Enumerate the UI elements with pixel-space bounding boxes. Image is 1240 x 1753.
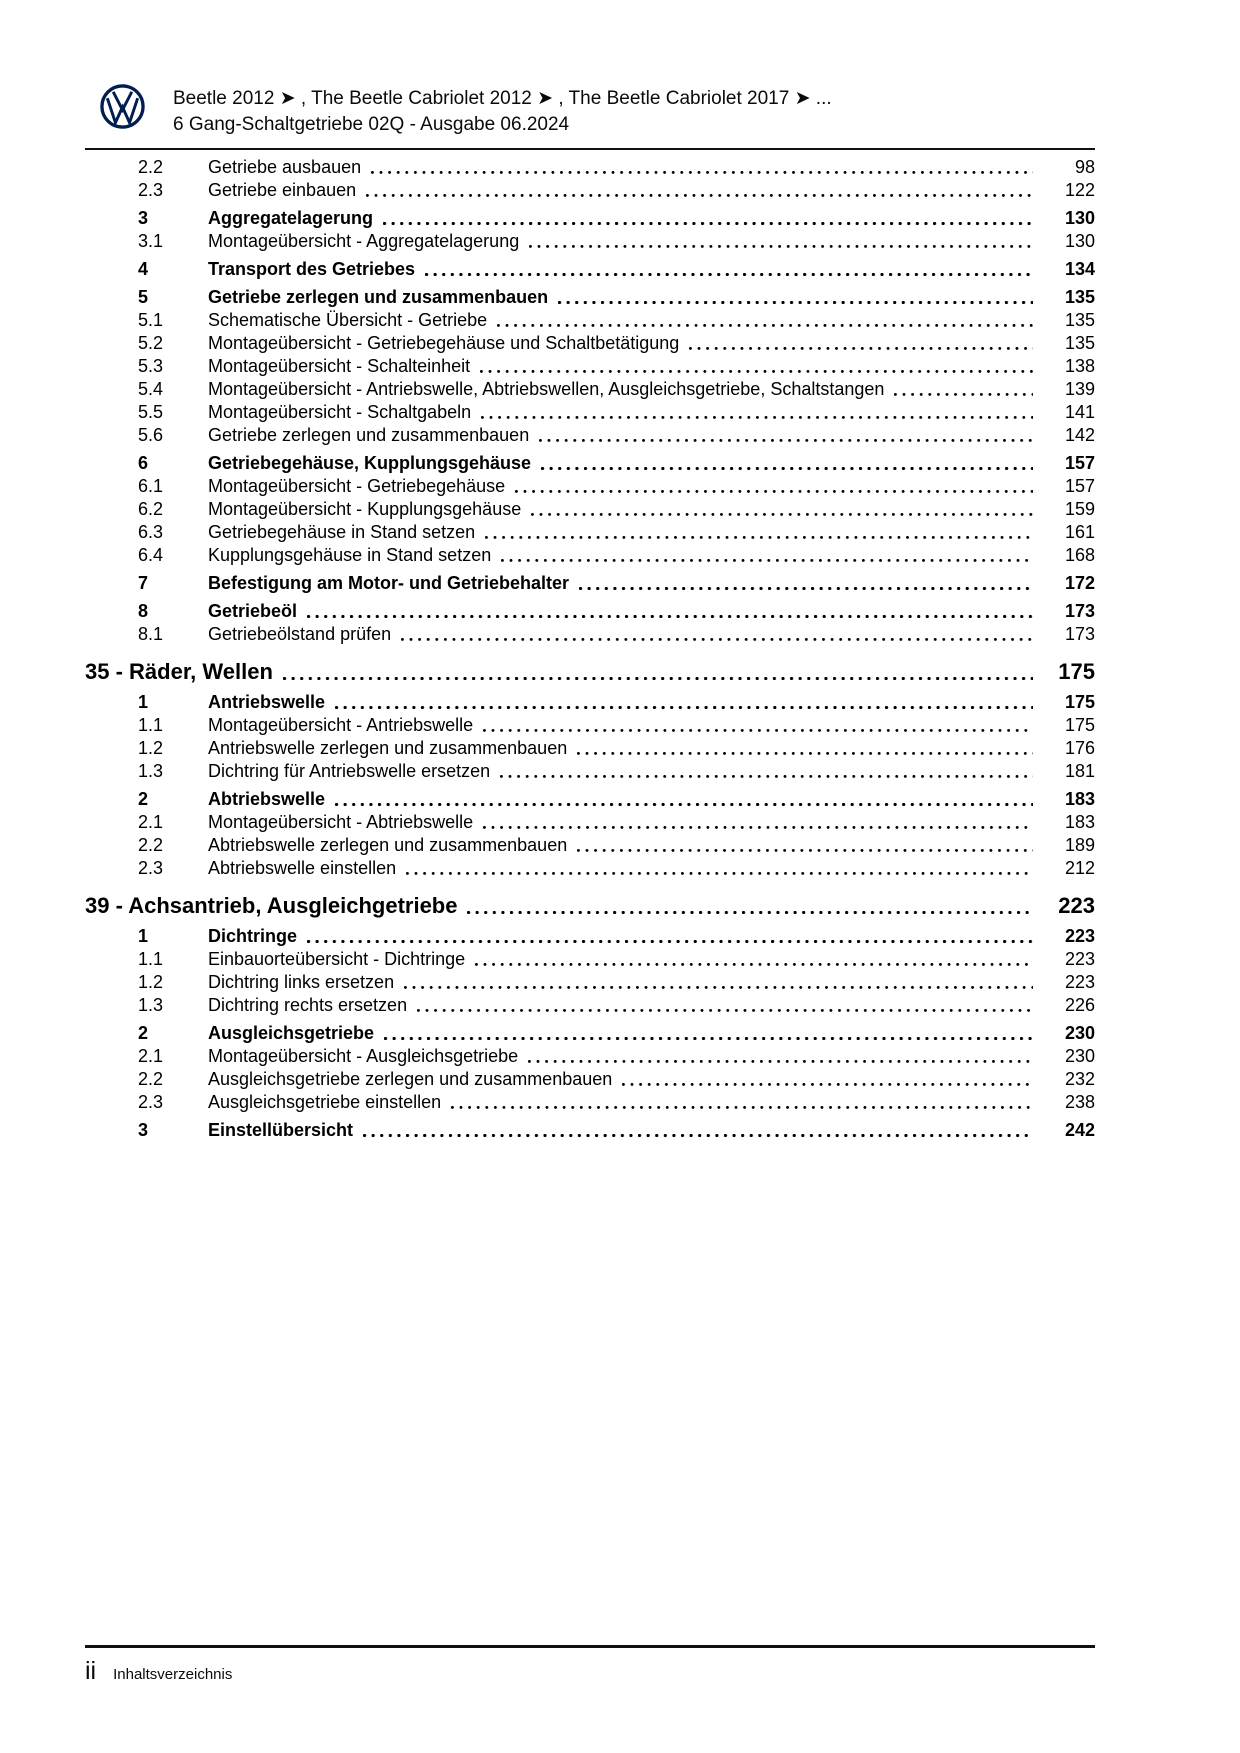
- dot-leader: [541, 467, 1033, 470]
- toc-entry-title: Montageübersicht - Getriebegehäuse und Schaltbetätigung: [208, 333, 680, 353]
- dot-leader: [401, 638, 1033, 641]
- toc-entry-number: 1.1: [138, 949, 164, 969]
- toc-entry-title: Montageübersicht - Antriebswelle, Abtriebswellen, Ausgleichsgetriebe, Schaltstangen: [208, 379, 885, 399]
- page-header: [173, 86, 832, 138]
- dot-leader: [335, 706, 1033, 709]
- toc-row[interactable]: [85, 1022, 1095, 1045]
- dot-leader: [283, 677, 1033, 680]
- toc-entry-number: 6: [138, 453, 149, 473]
- toc-entry-page: 232: [1064, 1069, 1095, 1089]
- footer-page-number: ii: [85, 1657, 97, 1685]
- toc-entry-title: Montageübersicht - Schaltgabeln: [208, 402, 472, 422]
- toc-row[interactable]: [85, 1119, 1095, 1142]
- dot-leader: [406, 872, 1033, 875]
- toc-row[interactable]: [85, 475, 1095, 498]
- toc-entry-number: 3.1: [138, 231, 164, 251]
- toc-entry-number: 7: [138, 573, 149, 593]
- dot-leader: [371, 171, 1033, 174]
- toc-row[interactable]: [85, 207, 1095, 230]
- toc-row[interactable]: [85, 760, 1095, 783]
- toc-entry-page: 135: [1064, 310, 1095, 330]
- toc-entry-number: 6.2: [138, 499, 164, 519]
- toc-entry-number: 5.1: [138, 310, 164, 330]
- toc-entry-page: 139: [1064, 379, 1095, 399]
- dot-leader: [515, 490, 1033, 493]
- toc-entry-page: 189: [1064, 835, 1095, 855]
- toc-entry-title: Abtriebswelle: [208, 789, 326, 809]
- toc-entry-page: 176: [1064, 738, 1095, 758]
- toc-row[interactable]: [85, 401, 1095, 424]
- toc-entry-title: Antriebswelle zerlegen und zusammenbauen: [208, 738, 568, 758]
- toc-entry-number: 2.1: [138, 1046, 164, 1066]
- dot-leader: [689, 347, 1033, 350]
- toc-row[interactable]: [85, 452, 1095, 475]
- toc-entry-page: 223: [1058, 893, 1095, 918]
- toc-entry-number: 2.3: [138, 180, 164, 200]
- dot-leader: [307, 615, 1033, 618]
- header-rule: [85, 148, 1095, 150]
- toc-row[interactable]: [85, 834, 1095, 857]
- toc-entry-title: Schematische Übersicht - Getriebe: [208, 310, 488, 330]
- dot-leader: [501, 559, 1033, 562]
- toc-entry-title: Montageübersicht - Aggregatelagerung: [208, 231, 520, 251]
- toc-entry-number: 2.2: [138, 1069, 164, 1089]
- toc-row[interactable]: [85, 572, 1095, 595]
- toc-entry-page: 141: [1064, 402, 1095, 422]
- dot-leader: [307, 940, 1033, 943]
- toc-entry-page: 175: [1064, 692, 1095, 712]
- toc-entry-page: 242: [1064, 1120, 1095, 1140]
- dot-leader: [480, 370, 1033, 373]
- toc-entry-title: Ausgleichsgetriebe einstellen: [208, 1092, 442, 1112]
- toc-entry-page: 183: [1064, 789, 1095, 809]
- dot-leader: [475, 963, 1033, 966]
- toc-entry-page: 142: [1064, 425, 1095, 445]
- toc-entry-title: Einbauorteübersicht - Dichtringe: [208, 949, 466, 969]
- toc-row[interactable]: [85, 544, 1095, 567]
- toc-row[interactable]: [85, 925, 1095, 948]
- toc-entry-page: 161: [1064, 522, 1095, 542]
- header-title: Beetle 2012 ➤ , The Beetle Cabriolet 2012 ➤ , The Beetle Cabriolet 2017 ➤ ...: [173, 88, 832, 109]
- toc-entry-number: 4: [138, 259, 149, 279]
- toc-entry-page: 98: [1074, 157, 1095, 177]
- toc-row[interactable]: [85, 230, 1095, 253]
- dot-leader: [577, 849, 1033, 852]
- toc-entry-title: Getriebe einbauen: [208, 180, 357, 200]
- toc-entry-number: 6.1: [138, 476, 164, 496]
- toc-row[interactable]: [85, 892, 1095, 920]
- dot-leader: [467, 911, 1033, 914]
- toc-entry-page: 173: [1064, 601, 1095, 621]
- toc-entry-title: Getriebegehäuse in Stand setzen: [208, 522, 476, 542]
- toc-entry-title: Transport des Getriebes: [208, 259, 416, 279]
- vw-logo-icon: [99, 83, 146, 130]
- toc-entry-title: Getriebe zerlegen und zusammenbauen: [208, 287, 549, 307]
- dot-leader: [335, 803, 1033, 806]
- dot-leader: [383, 222, 1033, 225]
- table-of-contents: [85, 156, 1095, 1142]
- toc-entry-title: Antriebswelle: [208, 692, 326, 712]
- toc-entry-title: Getriebeölstand prüfen: [208, 624, 392, 644]
- toc-row[interactable]: [85, 600, 1095, 623]
- toc-entry-page: 223: [1064, 972, 1095, 992]
- dot-leader: [579, 587, 1033, 590]
- dot-leader: [528, 1060, 1033, 1063]
- toc-entry-number: 5: [138, 287, 149, 307]
- toc-row[interactable]: [85, 994, 1095, 1017]
- header-subtitle: 6 Gang-Schaltgetriebe 02Q - Ausgabe 06.2024: [173, 114, 570, 135]
- dot-leader: [384, 1037, 1033, 1040]
- toc-entry-page: 122: [1064, 180, 1095, 200]
- toc-entry-number: 5.6: [138, 425, 164, 445]
- toc-entry-title: Montageübersicht - Kupplungsgehäuse: [208, 499, 522, 519]
- toc-entry-page: 230: [1064, 1023, 1095, 1043]
- dot-leader: [481, 416, 1033, 419]
- dot-leader: [363, 1134, 1033, 1137]
- dot-leader: [894, 393, 1033, 396]
- toc-entry-number: 6.4: [138, 545, 164, 565]
- toc-entry-number: 3: [138, 1120, 149, 1140]
- toc-entry-title: Einstellübersicht: [208, 1120, 354, 1140]
- toc-entry-title: Montageübersicht - Abtriebswelle: [208, 812, 474, 832]
- toc-entry-title: Abtriebswelle zerlegen und zusammenbauen: [208, 835, 568, 855]
- footer-rule: [85, 1645, 1095, 1648]
- toc-entry-title: Getriebe ausbauen: [208, 157, 362, 177]
- toc-row[interactable]: [85, 623, 1095, 646]
- toc-entry-number: 1.3: [138, 761, 164, 781]
- dot-leader: [483, 729, 1033, 732]
- dot-leader: [539, 439, 1033, 442]
- toc-row[interactable]: [85, 811, 1095, 834]
- toc-entry-title: 39 - Achsantrieb, Ausgleichgetriebe: [85, 893, 458, 918]
- toc-entry-page: 175: [1064, 715, 1095, 735]
- toc-row[interactable]: [85, 424, 1095, 447]
- toc-row[interactable]: [85, 714, 1095, 737]
- toc-row[interactable]: [85, 286, 1095, 309]
- toc-entry-page: 238: [1064, 1092, 1095, 1112]
- toc-entry-page: 175: [1058, 659, 1095, 684]
- dot-leader: [529, 245, 1033, 248]
- dot-leader: [366, 194, 1033, 197]
- toc-row[interactable]: [85, 355, 1095, 378]
- toc-entry-number: 1.3: [138, 995, 164, 1015]
- toc-entry-title: Aggregatelagerung: [208, 208, 374, 228]
- toc-row[interactable]: [85, 1045, 1095, 1068]
- dot-leader: [558, 301, 1033, 304]
- dot-leader: [425, 273, 1033, 276]
- footer-section-label: Inhaltsverzeichnis: [113, 1666, 233, 1683]
- dot-leader: [451, 1106, 1033, 1109]
- toc-entry-title: Ausgleichsgetriebe zerlegen und zusammenbauen: [208, 1069, 613, 1089]
- toc-entry-title: Montageübersicht - Ausgleichsgetriebe: [208, 1046, 519, 1066]
- toc-entry-page: 226: [1064, 995, 1095, 1015]
- toc-row[interactable]: [85, 1068, 1095, 1091]
- toc-row[interactable]: [85, 857, 1095, 880]
- toc-row[interactable]: [85, 498, 1095, 521]
- toc-entry-page: 230: [1064, 1046, 1095, 1066]
- toc-row[interactable]: [85, 691, 1095, 714]
- toc-row[interactable]: [85, 179, 1095, 202]
- toc-entry-number: 2.3: [138, 858, 164, 878]
- toc-row[interactable]: [85, 788, 1095, 811]
- toc-entry-number: 2.3: [138, 1092, 164, 1112]
- toc-entry-page: 168: [1064, 545, 1095, 565]
- toc-row[interactable]: [85, 948, 1095, 971]
- toc-entry-title: Ausgleichsgetriebe: [208, 1023, 375, 1043]
- toc-entry-number: 5.3: [138, 356, 164, 376]
- toc-entry-number: 1.2: [138, 972, 164, 992]
- dot-leader: [622, 1083, 1033, 1086]
- toc-entry-number: 1: [138, 926, 149, 946]
- page-footer: [85, 1656, 232, 1686]
- dot-leader: [417, 1009, 1033, 1012]
- toc-row[interactable]: [85, 521, 1095, 544]
- toc-entry-number: 2.1: [138, 812, 164, 832]
- toc-entry-number: 1.1: [138, 715, 164, 735]
- dot-leader: [577, 752, 1033, 755]
- toc-entry-number: 2.2: [138, 835, 164, 855]
- toc-entry-title: Getriebe zerlegen und zusammenbauen: [208, 425, 530, 445]
- toc-entry-title: Befestigung am Motor- und Getriebehalter: [208, 573, 570, 593]
- toc-entry-page: 135: [1064, 333, 1095, 353]
- toc-entry-title: 35 - Räder, Wellen: [85, 659, 273, 684]
- toc-entry-page: 159: [1064, 499, 1095, 519]
- toc-entry-number: 2: [138, 789, 149, 809]
- toc-row[interactable]: [85, 258, 1095, 281]
- toc-entry-page: 172: [1064, 573, 1095, 593]
- toc-entry-title: Montageübersicht - Schalteinheit: [208, 356, 471, 376]
- toc-entry-page: 157: [1064, 476, 1095, 496]
- toc-entry-title: Dichtring rechts ersetzen: [208, 995, 408, 1015]
- dot-leader: [485, 536, 1033, 539]
- toc-row[interactable]: [85, 971, 1095, 994]
- dot-leader: [531, 513, 1033, 516]
- toc-entry-number: 2.2: [138, 157, 164, 177]
- toc-row[interactable]: [85, 156, 1095, 179]
- toc-entry-page: 134: [1064, 259, 1095, 279]
- toc-entry-number: 8.1: [138, 624, 164, 644]
- toc-entry-number: 5.4: [138, 379, 164, 399]
- toc-row[interactable]: [85, 332, 1095, 355]
- toc-entry-page: 138: [1064, 356, 1095, 376]
- dot-leader: [497, 324, 1033, 327]
- toc-row[interactable]: [85, 658, 1095, 686]
- toc-entry-number: 2: [138, 1023, 149, 1043]
- toc-entry-page: 183: [1064, 812, 1095, 832]
- toc-entry-title: Montageübersicht - Antriebswelle: [208, 715, 474, 735]
- toc-row[interactable]: [85, 378, 1095, 401]
- toc-entry-page: 223: [1064, 949, 1095, 969]
- toc-entry-page: 181: [1064, 761, 1095, 781]
- toc-entry-page: 212: [1064, 858, 1095, 878]
- toc-entry-title: Dichtring links ersetzen: [208, 972, 395, 992]
- toc-entry-number: 8: [138, 601, 149, 621]
- toc-entry-page: 130: [1064, 208, 1095, 228]
- toc-entry-page: 130: [1064, 231, 1095, 251]
- toc-entry-page: 223: [1064, 926, 1095, 946]
- toc-entry-title: Getriebeöl: [208, 601, 298, 621]
- toc-row[interactable]: [85, 1091, 1095, 1114]
- toc-entry-title: Dichtring für Antriebswelle ersetzen: [208, 761, 491, 781]
- toc-entry-number: 5.2: [138, 333, 164, 353]
- toc-entry-title: Abtriebswelle einstellen: [208, 858, 397, 878]
- toc-entry-number: 1: [138, 692, 149, 712]
- toc-entry-title: Montageübersicht - Getriebegehäuse: [208, 476, 506, 496]
- toc-entry-page: 157: [1064, 453, 1095, 473]
- toc-row[interactable]: [85, 737, 1095, 760]
- toc-entry-number: 3: [138, 208, 149, 228]
- dot-leader: [483, 826, 1033, 829]
- toc-entry-page: 135: [1064, 287, 1095, 307]
- toc-row[interactable]: [85, 309, 1095, 332]
- toc-entry-title: Kupplungsgehäuse in Stand setzen: [208, 545, 492, 565]
- dot-leader: [404, 986, 1033, 989]
- toc-entry-number: 1.2: [138, 738, 164, 758]
- toc-entry-number: 6.3: [138, 522, 164, 542]
- toc-entry-page: 173: [1064, 624, 1095, 644]
- dot-leader: [500, 775, 1033, 778]
- toc-entry-number: 5.5: [138, 402, 164, 422]
- toc-entry-title: Getriebegehäuse, Kupplungsgehäuse: [208, 453, 532, 473]
- toc-entry-title: Dichtringe: [208, 926, 298, 946]
